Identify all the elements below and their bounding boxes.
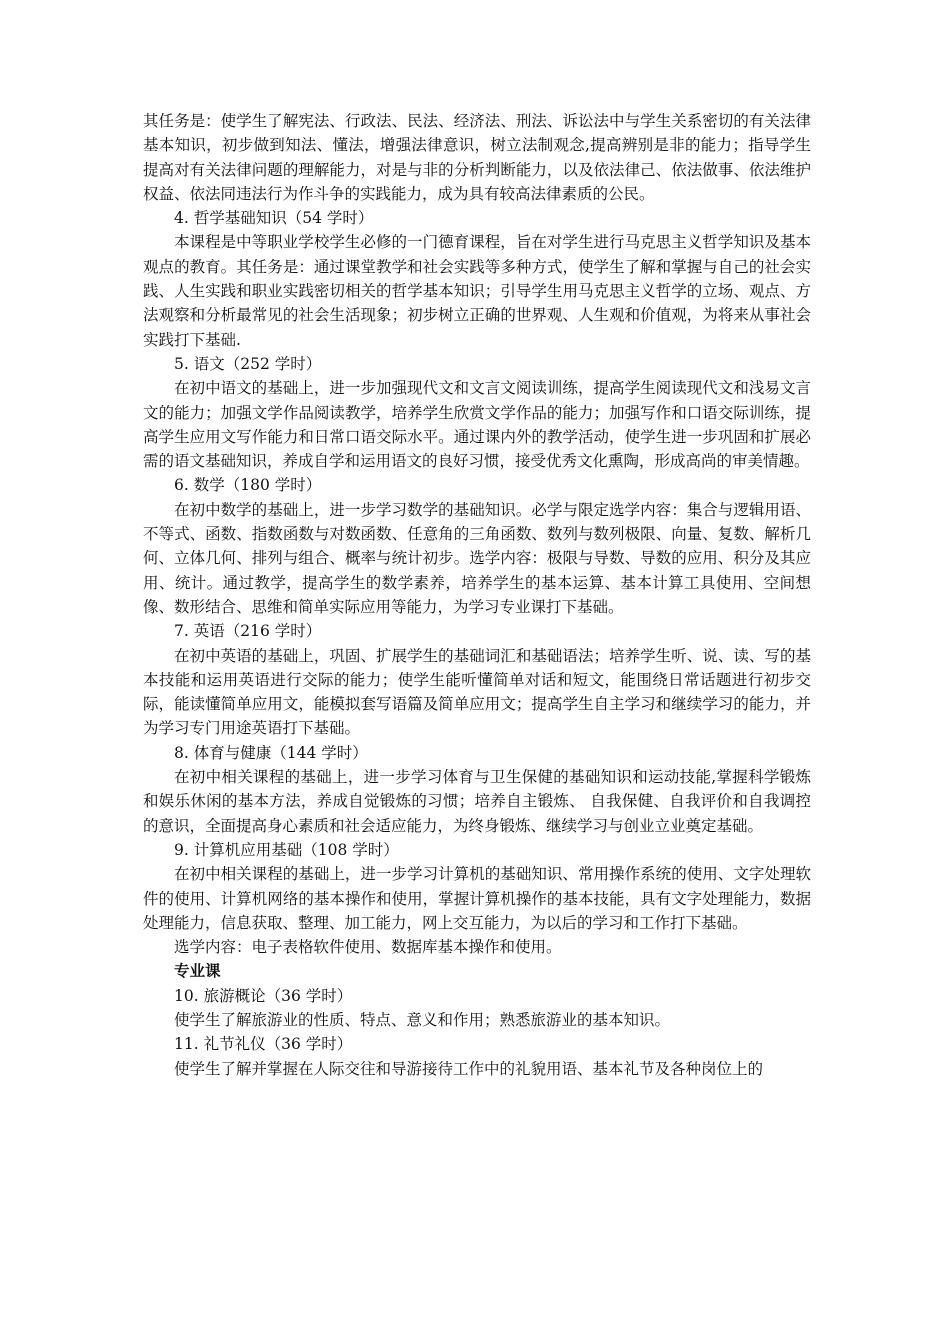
paragraph-philosophy: 本课程是中等职业学校学生必修的一门德育课程，旨在对学生进行马克思主义哲学知识及基本观点的教育。其任务是：通过课堂教学和社会实践等多种方式，使学生了解和掌握与自己的社会实践、人生实践和职业实践密切相关的哲学基本知识；引导学生用马克思主义哲学的立场、观点、方法观察和分析最常见的社会生活现象；初步树立正确的世界观、人生观和价值观，为将来从事社会实践打下基础.	[143, 233, 811, 349]
paragraph-pe-health: 在初中相关课程的基础上，进一步学习体育与卫生保健的基础知识和运动技能,掌握科学锻炼和娱乐休闲的基本方法，养成自觉锻炼的习惯；培养自主锻炼、 自我保健、自我评价和自我调控的意识，全面提高身心素质和社会适应能力，为终身锻炼、继续学习与创业立业奠定基础。	[143, 768, 811, 835]
section-title-major-courses: 专业课	[174, 962, 221, 981]
heading-math: 6. 数学（180 学时）	[174, 476, 322, 495]
paragraph-math: 在初中数学的基础上，进一步学习数学的基础知识。必学与限定选学内容：集合与逻辑用语、不等式、函数、指数函数与对数函数、任意角的三角函数、数列与数列极限、向量、复数、解析几何、立体几何、排列与组合、概率与统计初步。选学内容：极限与导数、导数的应用、积分及其应用、统计。通过教学，提高学生的数学素养，培养学生的基本运算、基本计算工具使用、空间想像、数形结合、思维和简单实际应用等能力，为学习专业课打下基础。	[143, 500, 811, 616]
document-page	[143, 109, 811, 1081]
heading-tourism-intro: 10. 旅游概论（36 学时）	[174, 986, 353, 1005]
heading-pe-health: 8. 体育与健康（144 学时）	[174, 743, 368, 762]
heading-etiquette: 11. 礼节礼仪（36 学时）	[174, 1035, 353, 1054]
heading-computer: 9. 计算机应用基础（108 学时）	[174, 840, 399, 859]
paragraph-law-tasks: 其任务是：使学生了解宪法、行政法、民法、经济法、刑法、诉讼法中与学生关系密切的有关法律基本知识，初步做到知法、懂法，增强法律意识，树立法制观念,提高辨别是非的能力；指导学生提高对有关法律问题的理解能力，对是与非的分析判断能力，以及依法律己、依法做事、依法维护权益、依法同违法行为作斗争的实践能力，成为具有较高法律素质的公民。	[143, 112, 811, 203]
heading-philosophy: 4. 哲学基础知识（54 学时）	[174, 209, 374, 228]
paragraph-tourism-intro: 使学生了解旅游业的性质、特点、意义和作用；熟悉旅游业的基本知识。	[174, 1010, 671, 1029]
paragraph-computer-electives: 选学内容：电子表格软件使用、数据库基本操作和使用。	[174, 938, 562, 957]
paragraph-chinese: 在初中语文的基础上，进一步加强现代文和文言文阅读训练，提高学生阅读现代文和浅易文言文的能力；加强文学作品阅读教学，培养学生欣赏文学作品的能力；加强写作和口语交际训练，提高学生应用文写作能力和日常口语交际水平。通过课内外的教学活动，使学生进一步巩固和扩展必需的语文基础知识，养成自学和运用语文的良好习惯，接受优秀文化熏陶，形成高尚的审美情趣。	[143, 379, 811, 471]
paragraph-english: 在初中英语的基础上，巩固、扩展学生的基础词汇和基础语法；培养学生听、说、读、写的基本技能和运用英语进行交际的能力；使学生能听懂简单对话和短文，能围绕日常话题进行初步交际，能读懂简单应用文，能模拟套写语篇及简单应用文；提高学生自主学习和继续学习的能力，并为学习专门用途英语打下基础。	[143, 646, 811, 738]
heading-english: 7. 英语（216 学时）	[174, 622, 322, 641]
heading-chinese: 5. 语文（252 学时）	[174, 354, 322, 373]
paragraph-etiquette: 使学生了解并掌握在人际交往和导游接待工作中的礼貌用语、基本礼节及各种岗位上的	[174, 1059, 764, 1078]
paragraph-computer: 在初中相关课程的基础上，进一步学习计算机的基础知识、常用操作系统的使用、文字处理软件的使用、计算机网络的基本操作和使用，掌握计算机操作的基本技能，具有文字处理能力，数据处理能力，信息获取、整理、加工能力，网上交互能力，为以后的学习和工作打下基础。	[143, 865, 811, 932]
